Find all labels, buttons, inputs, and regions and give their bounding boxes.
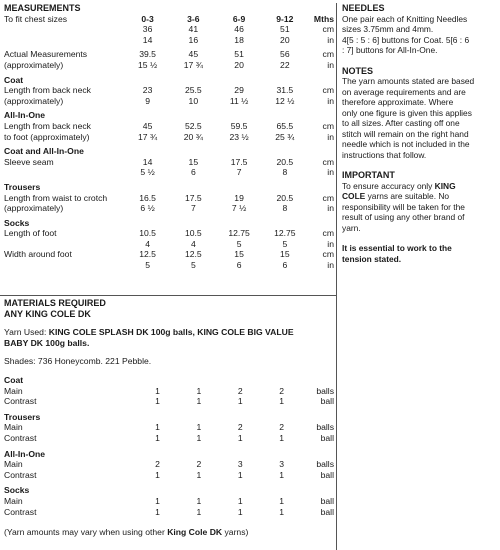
sleeve-in-0: 5 ½ — [140, 167, 155, 178]
aio-label-2: to foot (approximately) — [4, 131, 90, 142]
tension-note-2: tension stated. — [342, 253, 402, 264]
materials-qty: 1 — [279, 469, 284, 480]
chest-cm-0: 36 — [142, 24, 153, 35]
coat-cm-2: 29 — [234, 85, 244, 96]
sleeve-cm-unit: cm — [322, 156, 334, 167]
actual-label-2: (approximately) — [4, 59, 64, 70]
socks-len-in-0: 4 — [145, 238, 150, 249]
materials-unit: ball — [320, 506, 335, 517]
chest-in-1: 16 — [188, 34, 199, 45]
materials-qty: 1 — [155, 422, 160, 433]
socks-len-in-3: 5 — [282, 238, 288, 249]
aio-in-3: 25 ¾ — [275, 131, 295, 142]
socks-len-cm-1: 10.5 — [184, 228, 202, 239]
aio-cm-0: 45 — [142, 120, 153, 131]
notes-line: to all sizes. After casting off one — [342, 118, 460, 128]
materials-row — [4, 386, 334, 397]
materials-group-heading: Coat — [4, 374, 24, 385]
materials-qty: 1 — [196, 422, 202, 433]
size-unit: Mths — [313, 13, 334, 24]
chest-cm-2: 46 — [234, 24, 244, 35]
materials-qty: 1 — [155, 495, 160, 506]
materials-unit: ball — [320, 396, 335, 407]
materials-unit: balls — [316, 459, 335, 470]
notes-line: on average requirements and are — [342, 86, 466, 97]
materials-qty: 1 — [155, 506, 160, 517]
materials-qty: 2 — [196, 459, 202, 470]
socks-len-cm-unit: cm — [322, 228, 334, 239]
materials-row-label: Main — [4, 422, 23, 433]
materials-row-label: Contrast — [4, 432, 37, 443]
materials-unit: balls — [316, 385, 335, 396]
aio-cm-unit: cm — [322, 120, 334, 131]
aio-cm-2: 59.5 — [230, 120, 248, 131]
materials-unit: ball — [320, 469, 335, 480]
coat-label: Length from back neck — [4, 85, 91, 96]
materials-row-label: Main — [4, 495, 23, 506]
yarn-note — [4, 527, 334, 538]
materials-title: MATERIALS REQUIRED — [4, 298, 106, 308]
needles-line: One pair each of Knitting Needles — [342, 13, 468, 24]
sleeve-in-1: 6 — [190, 167, 196, 178]
coat-cm-3: 31.5 — [276, 85, 294, 96]
sleeve-label: Sleeve seam — [4, 156, 54, 167]
aio-cm-1: 52.5 — [184, 120, 202, 131]
materials-row-label: Contrast — [4, 506, 37, 517]
notes-line: The yarn amounts stated are based — [342, 76, 475, 86]
socks-len-in-unit: in — [327, 238, 334, 249]
important-line: To ensure accuracy only KING — [342, 180, 456, 191]
yarn-brands: KING COLE SPLASH DK 100g balls, KING COLE BIG VALUE — [48, 327, 294, 338]
socks-w-cm-0: 12.5 — [139, 249, 156, 260]
socks-w-cm-1: 12.5 — [184, 249, 202, 260]
socks-w-in-unit: in — [327, 260, 334, 271]
aio-in-1: 20 ¾ — [183, 131, 203, 142]
materials-qty: 1 — [155, 469, 160, 480]
actual-cm-2: 51 — [234, 49, 244, 60]
actual-label: Actual Measurements — [4, 49, 88, 60]
size-col-2: 6-9 — [232, 13, 246, 24]
yarn-brands-2: BABY DK 100g balls. — [4, 337, 90, 348]
chest-in-2: 18 — [234, 34, 244, 45]
materials-group-heading: Trousers — [4, 411, 41, 422]
materials-row-label: Contrast — [4, 469, 37, 480]
aio-in-0: 17 ¾ — [138, 131, 158, 142]
socks-len-in-2: 5 — [236, 238, 242, 249]
chest-cm-3: 51 — [280, 24, 290, 35]
important-line: COLE yarns are suitable. No — [342, 191, 450, 201]
note-prefix: (Yarn amounts may vary when using other — [4, 527, 168, 538]
shades: Shades: 736 Honeycomb. 221 Pebble. — [4, 356, 152, 367]
socks-w-cm-3: 15 — [280, 249, 290, 260]
actual-in-0: 15 ½ — [138, 59, 158, 70]
actual-cm-1: 45 — [188, 49, 199, 60]
aio-label: Length from back neck — [4, 120, 91, 131]
materials-qty: 1 — [279, 396, 284, 407]
coat-in-2: 11 ½ — [229, 95, 249, 106]
notes-line: stitch will remain on the right hand — [342, 128, 469, 139]
materials-qty: 1 — [155, 385, 160, 396]
materials-groups — [4, 375, 334, 517]
materials-qty: 1 — [237, 396, 243, 407]
socks-w-in-0: 5 — [145, 260, 150, 271]
trousers-label-2: (approximately) — [4, 203, 64, 214]
materials-qty: 2 — [237, 422, 243, 433]
trousers-cm-1: 17.5 — [184, 192, 202, 203]
actual-in-2: 20 — [234, 59, 244, 70]
sleeve-heading: Coat and All-In-One — [4, 146, 84, 157]
materials-row — [4, 422, 334, 433]
materials-qty: 1 — [237, 432, 243, 443]
materials-qty: 1 — [196, 506, 202, 517]
materials-qty: 1 — [196, 495, 202, 506]
actual-cm-unit: cm — [322, 49, 334, 60]
coat-label-2: (approximately) — [4, 95, 64, 106]
socks-heading: Socks — [4, 217, 30, 228]
important-title: IMPORTANT — [342, 170, 395, 180]
socks-width-label: Width around foot — [4, 249, 72, 260]
materials-qty: 3 — [279, 459, 284, 470]
trousers-cm-2: 19 — [234, 192, 244, 203]
materials-row-label: Main — [4, 385, 23, 396]
needles-line: : 7] buttons for All-In-One. — [342, 45, 438, 55]
notes-line: needle which is not included in the — [342, 139, 470, 149]
trousers-in-0: 6 ½ — [140, 203, 155, 214]
trousers-heading: Trousers — [4, 181, 41, 192]
materials-row — [4, 496, 334, 507]
materials-section — [4, 298, 334, 538]
trousers-cm-3: 20.5 — [276, 192, 294, 203]
needles-line: 4[5 : 5 : 6] buttons for Coat. 5[6 : 6 — [342, 34, 470, 45]
trousers-in-1: 7 — [190, 203, 196, 214]
sleeve-cm-1: 15 — [188, 156, 199, 167]
materials-row-label: Contrast — [4, 396, 37, 407]
socks-w-in-2: 6 — [236, 260, 242, 271]
coat-in-3: 12 ½ — [275, 95, 295, 106]
materials-qty: 1 — [279, 506, 284, 517]
coat-in-unit: in — [327, 95, 334, 106]
chest-cm-1: 41 — [188, 24, 199, 35]
note-brand: King Cole DK — [167, 527, 223, 538]
coat-cm-1: 25.5 — [184, 85, 202, 96]
materials-row — [4, 396, 334, 407]
aio-heading: All-In-One — [4, 110, 46, 121]
notes-title: NOTES — [342, 65, 374, 76]
socks-w-in-1: 5 — [190, 260, 196, 271]
important-line: yarn. — [342, 222, 361, 233]
materials-group-heading: Socks — [4, 485, 30, 496]
trousers-cm-0: 16.5 — [139, 192, 156, 203]
aio-cm-3: 65.5 — [276, 120, 294, 131]
note-suffix: yarns) — [222, 527, 249, 538]
materials-qty: 1 — [279, 432, 284, 443]
trousers-cm-unit: cm — [322, 192, 334, 203]
materials-row — [4, 459, 334, 470]
sleeve-in-unit: in — [327, 167, 334, 178]
coat-in-0: 9 — [145, 95, 150, 106]
materials-group-heading: All-In-One — [4, 448, 46, 459]
socks-w-in-3: 6 — [282, 260, 288, 271]
materials-qty: 1 — [196, 469, 202, 480]
socks-len-cm-3: 12.75 — [274, 228, 296, 239]
yarn-prefix: Yarn Used: — [4, 327, 49, 338]
needles-line: sizes 3.75mm and 4mm. — [342, 24, 434, 34]
materials-qty: 2 — [279, 385, 284, 396]
actual-cm-0: 39.5 — [139, 49, 156, 60]
materials-qty: 2 — [155, 459, 160, 470]
socks-w-cm-2: 15 — [234, 249, 244, 260]
sleeve-in-2: 7 — [236, 167, 242, 178]
materials-qty: 1 — [196, 432, 202, 443]
materials-qty: 1 — [155, 432, 160, 443]
section-divider — [0, 295, 336, 296]
materials-row-label: Main — [4, 459, 23, 470]
aio-in-unit: in — [327, 131, 334, 142]
socks-len-in-1: 4 — [190, 238, 196, 249]
notes-line: instructions that follow. — [342, 149, 427, 160]
materials-row — [4, 433, 334, 444]
materials-unit: balls — [316, 422, 335, 433]
materials-qty: 1 — [237, 495, 243, 506]
socks-len-cm-0: 10.5 — [139, 228, 156, 239]
trousers-in-2: 7 ½ — [231, 203, 247, 214]
materials-qty: 1 — [279, 495, 284, 506]
sleeve-cm-3: 20.5 — [276, 156, 294, 167]
materials-row — [4, 507, 334, 518]
chest-cm-unit: cm — [322, 24, 334, 35]
actual-in-unit: in — [327, 59, 334, 70]
chest-in-3: 20 — [280, 34, 290, 45]
actual-cm-3: 56 — [280, 49, 290, 60]
actual-in-1: 17 ¾ — [183, 59, 203, 70]
materials-unit: ball — [320, 495, 335, 506]
materials-qty: 1 — [237, 469, 243, 480]
materials-qty: 1 — [237, 506, 243, 517]
size-col-1: 3-6 — [187, 13, 200, 24]
measurements-title: MEASUREMENTS — [4, 3, 81, 13]
needles-title: NEEDLES — [342, 3, 385, 13]
materials-qty: 2 — [279, 422, 284, 433]
materials-qty: 1 — [196, 385, 202, 396]
coat-heading: Coat — [4, 74, 24, 85]
materials-row — [4, 470, 334, 481]
materials-qty: 3 — [237, 459, 243, 470]
trousers-in-3: 8 — [282, 203, 288, 214]
chest-in-0: 14 — [142, 34, 153, 45]
tension-note: It is essential to work to the — [342, 243, 452, 253]
materials-subtitle: ANY KING COLE DK — [4, 308, 91, 319]
yarn-used — [4, 327, 334, 338]
socks-length-label: Length of foot — [4, 228, 57, 239]
materials-qty: 1 — [155, 396, 160, 407]
coat-in-1: 10 — [188, 95, 199, 106]
materials-unit: ball — [320, 432, 335, 443]
right-column — [342, 3, 497, 264]
chest-in-unit: in — [327, 34, 334, 45]
size-col-0: 0-3 — [141, 13, 154, 24]
chest-size-label: To fit chest sizes — [4, 13, 68, 24]
socks-len-cm-2: 12.75 — [228, 228, 250, 239]
coat-cm-unit: cm — [322, 85, 334, 96]
actual-in-3: 22 — [280, 59, 290, 70]
coat-cm-0: 23 — [142, 85, 153, 96]
column-divider — [336, 3, 337, 550]
aio-in-2: 23 ½ — [229, 131, 249, 142]
size-col-3: 9-12 — [276, 13, 294, 24]
sleeve-cm-0: 14 — [142, 156, 153, 167]
materials-qty: 2 — [237, 385, 243, 396]
notes-line: only one figure is given this applies — [342, 107, 472, 118]
sleeve-in-3: 8 — [282, 167, 288, 178]
important-line: result of using any other brand of — [342, 212, 465, 222]
socks-w-cm-unit: cm — [322, 249, 334, 260]
materials-qty: 1 — [196, 396, 202, 407]
measurements-section — [4, 3, 334, 271]
important-line: responsibility will be taken for the — [342, 201, 465, 212]
notes-line: therefore approximate. Where — [342, 97, 454, 107]
trousers-label: Length from waist to crotch — [4, 192, 108, 203]
trousers-in-unit: in — [327, 203, 334, 214]
sleeve-cm-2: 17.5 — [230, 156, 248, 167]
